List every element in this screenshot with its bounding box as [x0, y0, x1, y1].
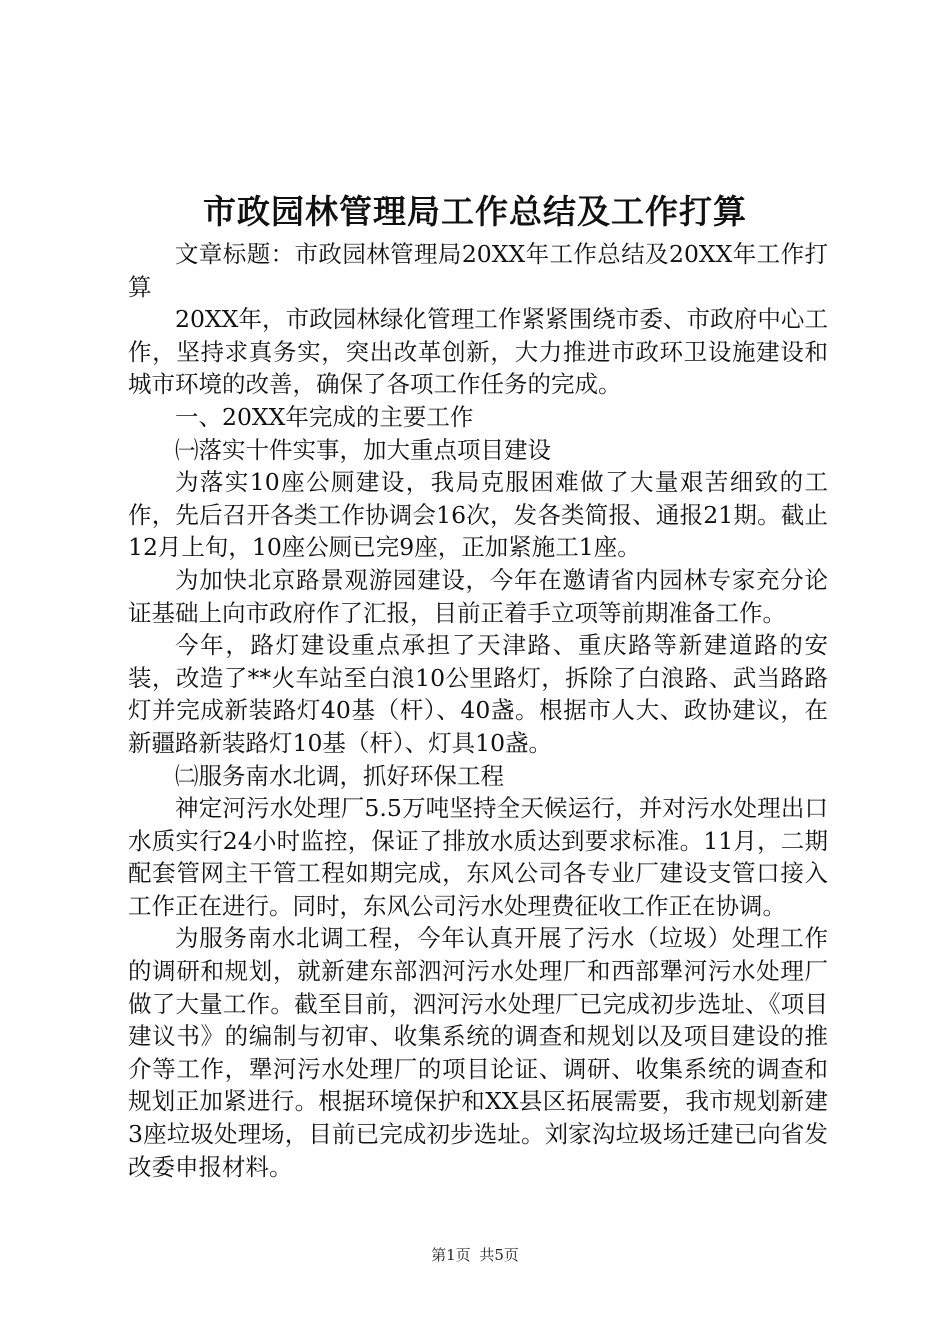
page-total: 共5页: [479, 1246, 519, 1264]
body-paragraph: 为服务南水北调工程，今年认真开展了污水（垃圾）处理工作的调研和规划，就新建东部泗河污水处理厂和西部犟河污水处理厂做了大量工作。截至目前，泗河污水处理厂已完成初步选址、《项目建议书》的编制与初审、收集系统的调查和规划以及项目建设的推介等工作，犟河污水处理厂的项目论证、调研、收集系统的调查和规划正加紧进行。根据环境保护和XX县区拓展需要，我市规划新建3座垃圾处理场，目前已完成初步选址。刘家沟垃圾场迁建已向省发改委申报材料。: [128, 924, 828, 1181]
body-paragraph: 今年，路灯建设重点承担了天津路、重庆路等新建道路的安装，改造了**火车站至白浪10公里路灯，拆除了白浪路、武当路路灯并完成新装路灯40基（杆）、40盏。根据市人大、政协建议，在新疆路新装路灯10基（杆）、灯具10盏。: [128, 631, 828, 757]
body-paragraph: 为落实10座公厕建设，我局克服困难做了大量艰苦细致的工作，先后召开各类工作协调会16次，发各类简报、通报21期。截止12月上旬，10座公厕已完9座，正加紧施工1座。: [128, 468, 828, 562]
document-body: [128, 238, 828, 1183]
body-paragraph: 神定河污水处理厂5.5万吨坚持全天候运行，并对污水处理出口水质实行24小时监控，保证了排放水质达到要求标准。11月，二期配套管网主干管工程如期完成，东风公司各专业厂建设支管口接入工作正在进行。同时，东风公司污水处理费征收工作正在协调。: [128, 794, 828, 920]
page-footer: [0, 1244, 950, 1265]
body-paragraph: 为加快北京路景观游园建设，今年在邀请省内园林专家充分论证基础上向市政府作了汇报，目前正着手立项等前期准备工作。: [128, 565, 828, 627]
article-title-line: 文章标题：市政园林管理局20XX年工作总结及20XX年工作打算: [128, 240, 828, 301]
document-title: 市政园林管理局工作总结及工作打算: [203, 192, 747, 231]
intro-paragraph: 20XX年，市政园林绿化管理工作紧紧围绕市委、市政府中心工作，坚持求真务实，突出改革创新，大力推进市政环卫设施建设和城市环境的改善，确保了各项工作任务的完成。: [128, 305, 828, 399]
section-heading: 一、20XX年完成的主要工作: [175, 402, 474, 431]
subsection-heading-2: ㈡服务南水北调，抓好环保工程: [175, 761, 504, 790]
page-number: 第1页: [431, 1246, 471, 1264]
subsection-heading-1: ㈠落实十件实事，加大重点项目建设: [175, 435, 551, 464]
